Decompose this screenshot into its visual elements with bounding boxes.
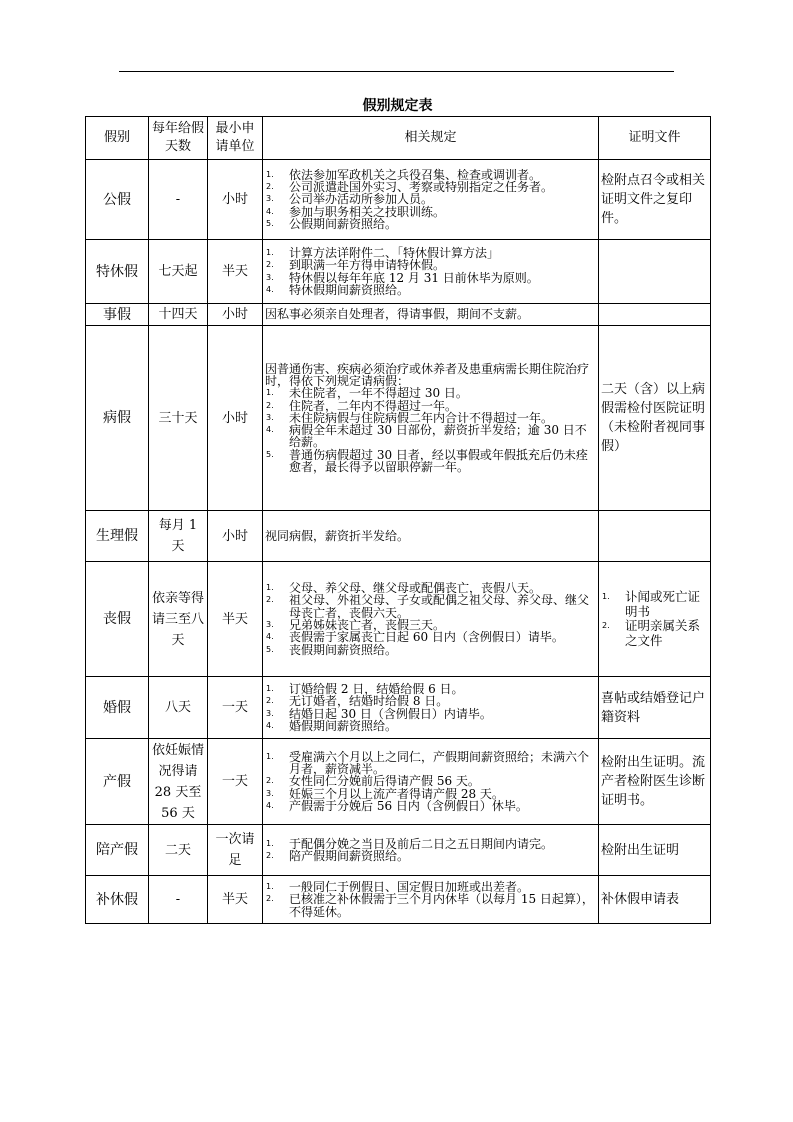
rule-item-text: 婚假期间薪资照给。	[289, 718, 398, 733]
proof-cell	[599, 562, 711, 677]
rules-cell	[263, 326, 599, 511]
rule-item-number: 5.	[266, 644, 274, 654]
unit-cell: 小时	[208, 511, 263, 562]
rule-item-number: 4.	[266, 720, 274, 730]
rules-list	[265, 751, 596, 812]
rule-item-text: 订婚给假 2 日，结婚给假 6 日。	[289, 681, 464, 696]
rule-item-text: 结婚日起 30 日（含例假日）内请毕。	[289, 706, 492, 721]
rules-list	[265, 247, 596, 296]
proof-text: 二天（含）以上病假需检付医院证明（未检附者视同事假）	[601, 382, 706, 454]
rule-item-text: 受雇满六个月以上之同仁，产假期间薪资照给；未满六个月者，薪资减半。	[289, 749, 590, 777]
table-row	[86, 825, 711, 876]
rule-item-text: 特休假期间薪资照给。	[289, 282, 410, 297]
leave-type-cell: 丧假	[86, 562, 149, 677]
rules-list	[265, 838, 596, 863]
days-cell: 二天	[149, 825, 208, 876]
rule-item-text: 已核准之补休假需于三个月内休毕（以每月 15 日起算），不得延休。	[289, 892, 594, 919]
rule-item-number: 2.	[266, 776, 274, 786]
rule-item-number: 1.	[266, 247, 274, 257]
rule-item	[265, 644, 596, 656]
rules-intro: 因私事必须亲自处理者，得请事假，期间不支薪。	[265, 307, 530, 322]
proof-item-text: 证明亲属关系之文件	[625, 618, 701, 648]
proof-item	[601, 590, 708, 619]
unit-cell: 半天	[208, 562, 263, 677]
days-cell: 依妊娠情况得请 28 天至 56 天	[149, 739, 208, 825]
days-cell: 依亲等得请三至八天	[149, 562, 208, 677]
rules-cell	[263, 304, 599, 326]
rule-item-text: 住院者，二年内不得超过一年。	[289, 398, 458, 413]
rules-cell	[263, 240, 599, 304]
proof-cell	[599, 825, 711, 876]
rule-item	[265, 850, 596, 862]
rules-list	[265, 582, 596, 656]
table-title: 假别规定表	[362, 98, 433, 114]
rule-item-text: 特休假以每年年底 12 月 31 日前休毕为原则。	[289, 270, 539, 285]
rule-item-text: 丧假期间薪资照给。	[289, 642, 398, 657]
days-cell: -	[149, 876, 208, 924]
table-body	[86, 160, 711, 924]
rule-item-text: 父母、养父母、继父母或配偶丧亡，丧假八天。	[289, 581, 542, 596]
rule-item-text: 病假全年未超过 30 日部份，薪资折半发给；逾 30 日不给薪。	[289, 423, 587, 450]
proof-cell	[599, 326, 711, 511]
proof-item-text: 讣闻或死亡证明书	[625, 589, 701, 619]
leave-type-cell: 补休假	[86, 876, 149, 924]
rule-item-text: 公司派遣赴国外实习、考察或特别指定之任务者。	[289, 180, 554, 195]
unit-cell: 一次请足	[208, 825, 263, 876]
rule-item-text: 参加与职务相关之技职训练。	[289, 204, 446, 219]
rules-cell	[263, 677, 599, 739]
table-row	[86, 240, 711, 304]
leave-type-cell: 公假	[86, 160, 149, 240]
rule-item-number: 1.	[266, 169, 274, 179]
table-row	[86, 739, 711, 825]
rules-list	[265, 387, 596, 473]
proof-cell	[599, 240, 711, 304]
table-row	[86, 677, 711, 739]
rule-item-number: 2.	[266, 894, 274, 904]
rule-item-number: 1.	[266, 882, 274, 892]
header-rules: 相关规定	[263, 117, 599, 160]
days-cell: 每月 1 天	[149, 511, 208, 562]
proof-cell	[599, 739, 711, 825]
header-leave-type: 假别	[86, 117, 149, 160]
days-cell: 八天	[149, 677, 208, 739]
header-proof: 证明文件	[599, 117, 711, 160]
rule-item	[265, 449, 596, 474]
rule-item-number: 4.	[266, 206, 274, 216]
rule-item-number: 2.	[266, 400, 274, 410]
rule-item-number: 2.	[266, 696, 274, 706]
proof-text: 检附点召令或相关证明文件之复印件。	[601, 173, 706, 226]
rule-item	[265, 751, 596, 776]
rule-item-text: 女性同仁分娩前后得请产假 56 天。	[289, 774, 480, 789]
unit-cell: 小时	[208, 304, 263, 326]
rule-item	[265, 893, 596, 918]
rule-item-text: 一般同仁于例假日、国定假日加班或出差者。	[289, 880, 530, 895]
unit-cell: 一天	[208, 739, 263, 825]
table-row	[86, 304, 711, 326]
unit-cell: 小时	[208, 160, 263, 240]
rule-item-text: 公假期间薪资照给。	[289, 216, 398, 231]
rule-item-text: 未住院病假与住院病假二年内合计不得超过一年。	[289, 410, 554, 425]
proof-item	[601, 619, 708, 648]
rule-item-number: 4.	[266, 425, 274, 435]
rules-cell	[263, 511, 599, 562]
proof-text: 补休假申请表	[601, 892, 680, 907]
rule-item	[265, 720, 596, 732]
rule-item-text: 依法参加军政机关之兵役召集、检查或调训者。	[289, 167, 542, 182]
unit-cell: 一天	[208, 677, 263, 739]
rule-item-number: 2.	[266, 595, 274, 605]
days-cell: -	[149, 160, 208, 240]
rule-item-number: 1.	[266, 583, 274, 593]
rule-item-text: 普通伤病假超过 30 日者，经以事假或年假抵充后仍未痊愈者，最长得予以留职停薪一年。	[289, 447, 588, 475]
leave-type-cell: 产假	[86, 739, 149, 825]
proof-cell	[599, 511, 711, 562]
rule-item-number: 2.	[266, 260, 274, 270]
unit-cell: 半天	[208, 876, 263, 924]
rule-item-text: 兄弟姊妹丧亡者，丧假三天。	[289, 618, 446, 632]
rule-item-text: 祖父母、外祖父母、子女或配偶之祖父母、养父母、继父母丧亡者，丧假六天。	[289, 593, 590, 620]
proof-text: 检附出生证明	[601, 842, 680, 858]
rule-item-text: 无订婚者，结婚时给假 8 日。	[289, 694, 449, 709]
header-days-per-year: 每年给假天数	[149, 117, 208, 160]
rule-item-text: 于配偶分娩之当日及前后二日之五日期间内请完。	[289, 836, 554, 851]
proof-text: 检附出生证明。流产者检附医生诊断证明书。	[601, 755, 706, 808]
rules-cell	[263, 739, 599, 825]
unit-cell: 小时	[208, 326, 263, 511]
proof-text: 喜帖或结婚登记户籍资料	[601, 690, 706, 725]
rule-item-number: 4.	[266, 284, 274, 294]
rule-item-text: 到职满一年方得申请特休假。	[289, 258, 446, 273]
leave-type-cell: 特休假	[86, 240, 149, 304]
leave-type-cell: 病假	[86, 326, 149, 511]
rules-list	[265, 169, 596, 230]
rule-item-number: 3.	[266, 272, 274, 282]
table-row	[86, 876, 711, 924]
proof-item-number: 1.	[602, 592, 610, 601]
rule-item-number: 2.	[266, 182, 274, 192]
proof-cell	[599, 876, 711, 924]
days-cell: 十四天	[149, 304, 208, 326]
rules-list	[265, 683, 596, 732]
rule-item-text: 未住院者，一年不得超过 30 日。	[289, 386, 468, 401]
rules-cell	[263, 876, 599, 924]
rule-item-text: 公司举办活动所参加人员。	[289, 192, 434, 207]
rules-cell	[263, 160, 599, 240]
rules-intro: 视同病假，薪资折半发给。	[265, 528, 410, 543]
rule-item-number: 4.	[266, 800, 274, 810]
leave-type-cell: 事假	[86, 304, 149, 326]
rules-list	[265, 881, 596, 918]
rule-item-number: 3.	[266, 788, 274, 798]
days-cell: 七天起	[149, 240, 208, 304]
proof-cell	[599, 160, 711, 240]
header-row	[86, 117, 711, 160]
table-row	[86, 326, 711, 511]
leave-type-cell: 生理假	[86, 511, 149, 562]
rules-intro: 因普通伤害、疾病必须治疗或休养者及患重病需长期住院治疗时，得依下列规定请病假：	[265, 361, 590, 388]
table-row	[86, 511, 711, 562]
rule-item-text: 计算方法详附件二、「特休假计算方法」	[289, 245, 500, 260]
days-cell: 三十天	[149, 326, 208, 511]
rule-item-text: 妊娠三个月以上流产者得请产假 28 天。	[289, 786, 504, 801]
rule-item-number: 5.	[266, 218, 274, 228]
rule-item-number: 3.	[266, 194, 274, 204]
rule-item-text: 丧假需于家属丧亡日起 60 日内（含例假日）请毕。	[289, 630, 564, 645]
rule-item	[265, 218, 596, 230]
table-row	[86, 160, 711, 240]
rule-item-text: 产假需于分娩后 56 日内（含例假日）休毕。	[289, 798, 528, 813]
rule-item-number: 2.	[266, 851, 274, 860]
leave-rules-table	[85, 116, 711, 924]
leave-type-cell: 婚假	[86, 677, 149, 739]
rule-item-number: 3.	[266, 412, 274, 422]
rule-item-number: 5.	[266, 449, 274, 459]
header-min-unit: 最小申请单位	[208, 117, 263, 160]
proof-list	[601, 590, 708, 648]
rule-item	[265, 594, 596, 619]
rule-item-number: 3.	[266, 620, 274, 629]
rules-cell	[263, 562, 599, 677]
rule-item-text: 陪产假期间薪资照给。	[289, 849, 410, 863]
rule-item-number: 1.	[266, 751, 274, 761]
rule-item-number: 1.	[266, 683, 274, 693]
table-row	[86, 562, 711, 677]
rule-item	[265, 284, 596, 296]
rule-item-number: 1.	[266, 838, 274, 848]
unit-cell: 半天	[208, 240, 263, 304]
rule-item-number: 1.	[266, 388, 274, 398]
rule-item	[265, 800, 596, 812]
proof-cell	[599, 304, 711, 326]
rule-item	[265, 424, 596, 449]
header-rule	[119, 71, 674, 72]
leave-type-cell: 陪产假	[86, 825, 149, 876]
rule-item-number: 4.	[266, 632, 274, 642]
proof-cell	[599, 677, 711, 739]
rules-cell	[263, 825, 599, 876]
proof-item-number: 2.	[602, 621, 610, 630]
rule-item-number: 3.	[266, 708, 274, 718]
